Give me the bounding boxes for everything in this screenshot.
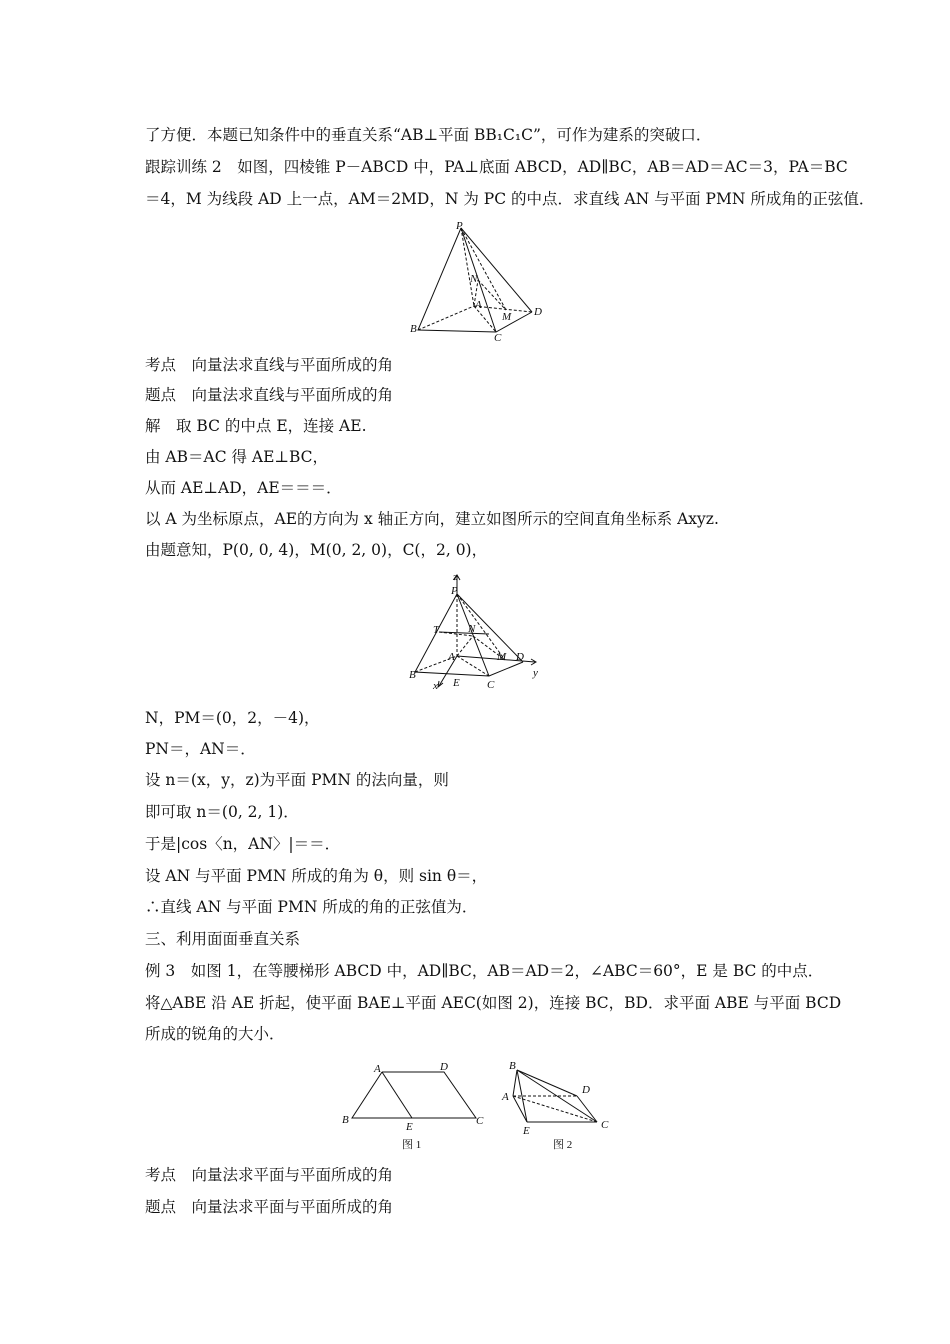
solution-line-3: 从而 AE⊥AD，AE＝＝＝．: [145, 479, 342, 497]
label-B: B: [409, 669, 416, 681]
label-D: D: [440, 1061, 448, 1073]
label-y: y: [533, 667, 538, 679]
label-B: B: [342, 1114, 349, 1126]
label-C: C: [601, 1119, 609, 1131]
label-E: E: [406, 1121, 413, 1133]
folded-figure: [497, 1060, 617, 1155]
solution-line-7: PN＝，AN＝．: [145, 740, 256, 758]
text-line-1: 了方便．本题已知条件中的垂直关系“AB⊥平面 BB₁C₁C”，可作为建系的突破口．: [145, 126, 712, 144]
example-3-line-1: 例 3 如图 1，在等腰梯形 ABCD 中，AD∥BC，AB＝AD＝2，∠ABC＝60°，E 是 BC 的中点．: [145, 962, 824, 980]
section-heading: 三、利用面面垂直关系: [145, 930, 301, 948]
label-D: D: [534, 306, 542, 318]
label-x: x: [433, 680, 438, 692]
label-A: A: [475, 299, 482, 311]
figure-caption-2: 图 2: [553, 1139, 573, 1151]
label-C: C: [487, 679, 495, 691]
label-N: N: [468, 623, 476, 635]
label-P: P: [451, 585, 458, 597]
label-N: N: [470, 273, 478, 285]
coordinate-figure: [405, 572, 550, 694]
solution-line-2: 由 AB＝AC 得 AE⊥BC，: [145, 448, 329, 466]
label-C: C: [476, 1115, 484, 1127]
tidian-2: 题点 向量法求平面与平面所成的角: [145, 1198, 394, 1216]
solution-line-6: N，PM＝(0，2，－4)，: [145, 709, 320, 727]
solution-line-10: 于是|cos〈n，AN〉|＝＝．: [145, 835, 341, 853]
solution-line-12: ∴直线 AN 与平面 PMN 所成的角的正弦值为．: [145, 898, 478, 916]
exercise-2-line-2: ＝4，M 为线段 AD 上一点，AM＝2MD，N 为 PC 的中点．求直线 AN 与平面 PMN 所成角的正弦值．: [145, 190, 875, 208]
kaodian-2: 考点 向量法求平面与平面所成的角: [145, 1166, 394, 1184]
label-A: A: [374, 1063, 381, 1075]
example-3-line-3: 所成的锐角的大小．: [145, 1025, 285, 1043]
label-A: A: [448, 651, 455, 663]
label-D: D: [582, 1084, 590, 1096]
label-B: B: [410, 323, 417, 335]
label-P: P: [456, 220, 463, 232]
solution-line-9: 即可取 n＝(0, 2, 1)．: [145, 803, 299, 821]
solution-line-4: 以 A 为坐标原点，AE的方向为 x 轴正方向，建立如图所示的空间直角坐标系 Axyz.: [145, 510, 719, 528]
example-3-line-2: 将△ABE 沿 AE 折起，使平面 BAE⊥平面 AEC(如图 2)，连接 BC，BD．求平面 ABE 与平面 BCD: [145, 994, 842, 1012]
exercise-2-line-1: 跟踪训练 2 如图，四棱锥 P－ABCD 中，PA⊥底面 ABCD，AD∥BC，AB＝AD＝AC＝3，PA＝BC: [145, 158, 848, 176]
label-M: M: [502, 311, 512, 323]
label-E: E: [453, 677, 460, 689]
label-C: C: [494, 332, 502, 344]
label-z: z: [453, 571, 458, 583]
trapezoid-figure: [340, 1060, 490, 1155]
solution-line-5: 由题意知，P(0, 0, 4)，M(0, 2, 0)，C(，2, 0)，: [145, 541, 488, 559]
label-E: E: [523, 1125, 530, 1137]
figure-caption-1: 图 1: [402, 1139, 422, 1151]
solution-line-1: 解 取 BC 的中点 E，连接 AE.: [145, 417, 367, 435]
tidian-1: 题点 向量法求直线与平面所成的角: [145, 386, 394, 404]
pyramid-figure: [408, 222, 548, 344]
label-B: B: [509, 1060, 516, 1072]
solution-line-11: 设 AN 与平面 PMN 所成的角为 θ，则 sin θ＝，: [145, 867, 488, 885]
kaodian-1: 考点 向量法求直线与平面所成的角: [145, 356, 394, 374]
label-T: T: [433, 624, 440, 636]
label-D: D: [516, 651, 524, 663]
solution-line-8: 设 n＝(x，y，z)为平面 PMN 的法向量，则: [145, 771, 449, 789]
label-A: A: [502, 1091, 509, 1103]
label-M: M: [497, 651, 507, 663]
